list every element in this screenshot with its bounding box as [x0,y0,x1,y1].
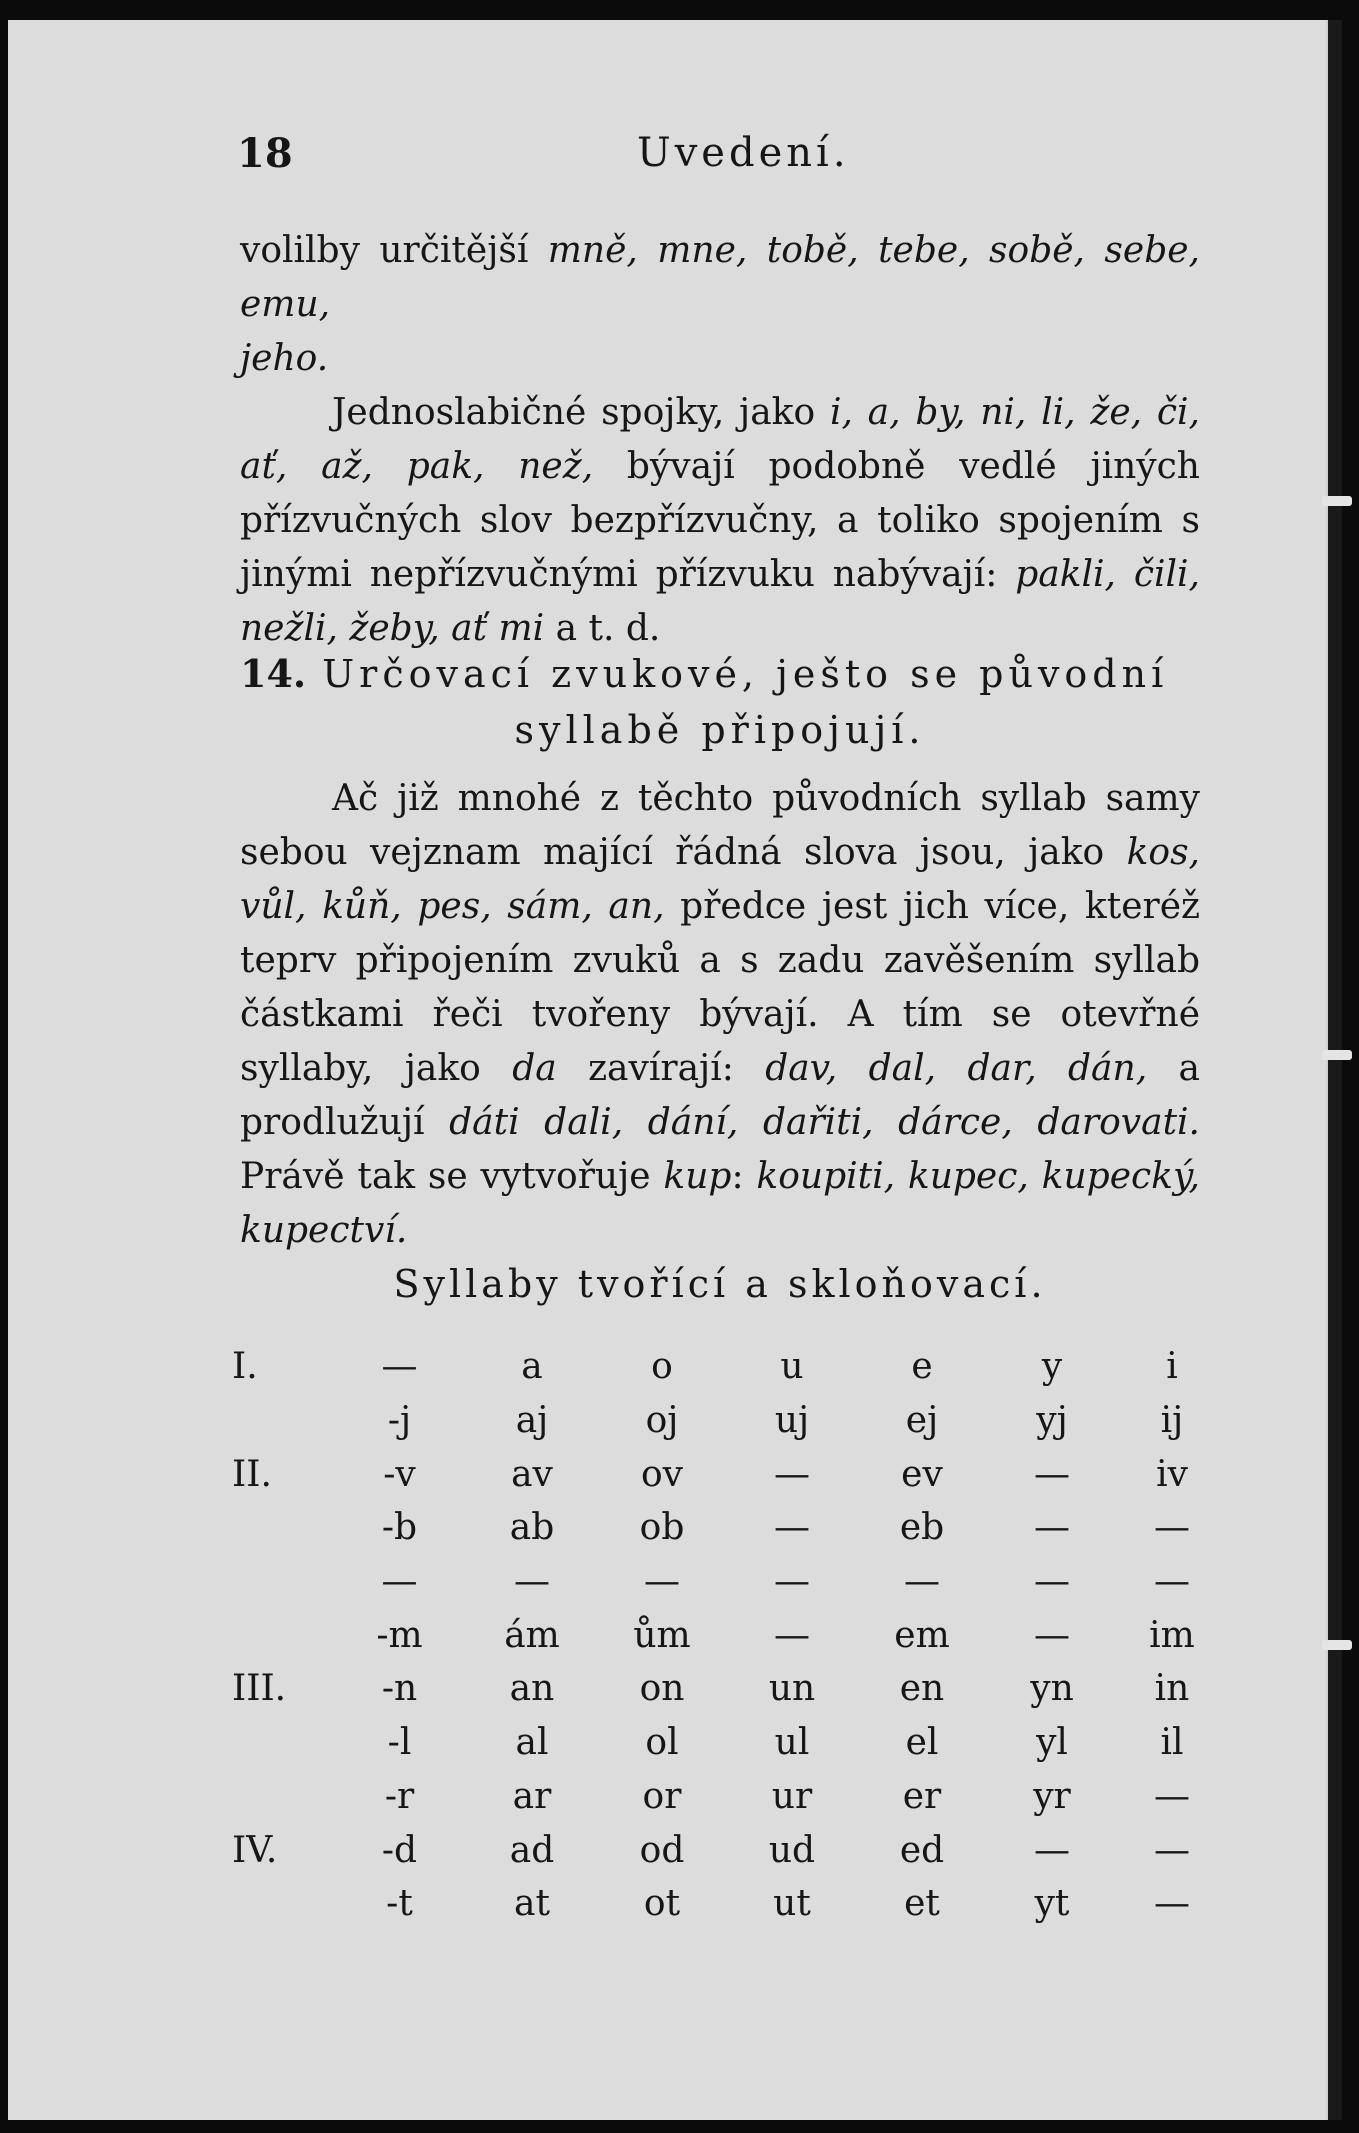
table-cell: -d [381,1829,418,1871]
table-cell: — [381,1561,418,1603]
p3-prolonged-forms: dáti dali, dání, dařiti, dárce, darovati. [449,1102,1201,1143]
table-cell: en [899,1668,945,1710]
table-cell: o [651,1346,673,1388]
table-cell: — [1034,1614,1070,1656]
table-group-label [232,1555,332,1609]
table-cell: — [1154,1507,1190,1549]
table-cell: -r [384,1775,415,1817]
table-row [232,1770,1227,1824]
table-cell: or [642,1775,682,1817]
p1-pronoun-end: jeho. [240,338,329,379]
table-cell: — [1154,1829,1190,1871]
p2-text: Jednoslabičné spojky, jako [332,392,830,433]
table-title: Syllaby tvořící a skloňovací. [393,1262,1047,1306]
table-cell: yj [1036,1400,1068,1442]
table-cell: y [1041,1346,1063,1388]
table-cell: i [1166,1346,1178,1388]
table-cell: ul [774,1722,810,1764]
table-group-label [232,1877,332,1931]
running-title: Uvedení. [637,130,850,176]
table-cell: — [1154,1775,1190,1817]
table-row [232,1555,1227,1609]
table-cell: ej [905,1400,939,1442]
p3-text: Právě tak se vytvořuje [240,1156,664,1197]
p2-text: bývají podobně vedlé jiných přízvučných slov bezpřízvučny, a toliko spojením s jinými nepřízvučnými přízvuku nabývají: [240,446,1200,595]
table-group-label [232,1716,332,1770]
table-row [232,1608,1227,1662]
p3-closed-forms: dav, dal, dar, dán, [765,1048,1148,1089]
page-number: 18 [237,130,293,177]
section-heading [240,646,1200,758]
p1-text: volilby určitější [240,230,548,271]
table-cell: el [905,1722,939,1764]
p3-text: zavírají: [556,1048,766,1089]
table-cell: e [911,1346,933,1388]
table-cell: -v [383,1453,416,1495]
table-group-label [232,1501,332,1555]
table-cell: er [902,1775,942,1817]
p3-text: a prodlužují [240,1048,1200,1143]
paragraph-3 [240,772,1200,1258]
table-cell: on [639,1668,685,1710]
table-cell: -n [381,1668,418,1710]
table-row [232,1394,1227,1448]
table-cell: uj [774,1400,810,1442]
table-cell: yt [1034,1883,1070,1925]
table-group-label: III. [232,1668,287,1710]
table-row [232,1823,1227,1877]
table-cell: — [1034,1453,1070,1495]
p2-examples: pakli, čili, nežli, žeby, ať mi [240,554,1200,649]
table-cell: -l [387,1722,412,1764]
table-cell: yn [1030,1668,1074,1710]
table-cell: — [381,1346,418,1388]
table-cell: — [1034,1561,1070,1603]
table-cell: ij [1160,1400,1184,1442]
table-cell: -b [381,1507,418,1549]
table-cell: an [509,1668,555,1710]
table-cell: ev [901,1453,943,1495]
table-cell: im [1149,1614,1195,1656]
table-row [232,1340,1227,1394]
table-group-label: IV. [232,1829,278,1871]
section-title-line2: syllabě připojují. [514,708,926,752]
table-cell: ar [512,1775,552,1817]
table-cell: ab [509,1507,555,1549]
p3-text: Ač již mnohé z těchto původních syllab samy sebou vejznam mající řádná slova jsou, jako [240,778,1200,873]
table-cell: — [1154,1883,1190,1925]
table-cell: ur [771,1775,813,1817]
table-cell: od [639,1829,685,1871]
table-cell: -m [376,1614,423,1656]
table-cell: at [514,1883,550,1925]
table-group-label [232,1394,332,1448]
table-cell: av [511,1453,553,1495]
table-cell: -t [386,1883,413,1925]
p3-syllable: da [512,1048,557,1089]
table-cell: ot [643,1883,681,1925]
table-cell: — [774,1453,810,1495]
table-cell: — [1034,1507,1070,1549]
table-cell: — [514,1561,550,1603]
table-cell: — [774,1561,810,1603]
table-cell: ov [640,1453,683,1495]
table-cell: et [904,1883,940,1925]
table-group-label [232,1770,332,1824]
section-number: 14. [240,651,307,696]
table-cell: — [774,1507,810,1549]
table-cell: oj [645,1400,679,1442]
binding-mark [1322,1640,1352,1650]
section-title-line1: Určovací zvukové, ješto se původní [322,652,1169,696]
p2-conjunctions: i, a, by, ni, li, že, či, ať, až, pak, než, [240,392,1200,487]
table-cell: un [768,1668,816,1710]
table-cell: ed [899,1829,945,1871]
p3-root: kup [663,1156,732,1197]
table-cell: — [904,1561,940,1603]
table-group-label: II. [232,1453,272,1495]
table-cell: ům [633,1614,691,1656]
table-cell: aj [515,1400,549,1442]
table-cell: ud [768,1829,816,1871]
table-cell: u [780,1346,804,1388]
table-row [232,1447,1227,1501]
table-row [232,1877,1227,1931]
table-cell: eb [899,1507,945,1549]
p2-text: a t. d. [544,608,661,649]
table-cell: yl [1036,1722,1068,1764]
table-group-label: I. [232,1346,258,1388]
p3-derived-forms: koupiti, kupec, kupecký, kupectví. [240,1156,1200,1251]
table-cell: — [1154,1561,1190,1603]
table-cell: ut [773,1883,811,1925]
table-cell: em [894,1614,950,1656]
table-cell: in [1154,1668,1190,1710]
syllable-table [232,1340,1227,1931]
page-header [237,130,937,190]
table-group-label [232,1608,332,1662]
table-row [232,1716,1227,1770]
table-cell: ob [639,1507,685,1549]
table-cell: il [1160,1722,1184,1764]
table-cell: -j [387,1400,412,1442]
binding-mark [1322,496,1352,506]
p3-text: předce jest jich více, kteréž teprv připojením zvuků a s zadu zavěšením syllab částkami řeči tvořeny bývají. A tím se otevřné syllaby, jako [240,886,1200,1089]
table-cell: ad [509,1829,555,1871]
table-cell: a [521,1346,543,1388]
paragraph-1 [240,224,1200,656]
page-edge [1326,20,1342,2120]
table-cell: al [515,1722,549,1764]
table-cell: ol [645,1722,679,1764]
paragraph-2 [240,386,1200,656]
table-row [232,1501,1227,1555]
p3-text: : [731,1156,757,1197]
table-cell: iv [1156,1453,1188,1495]
p1-pronouns: mně, mne, tobě, tebe, sobě, sebe, emu, [240,230,1200,325]
table-cell: ám [504,1614,560,1656]
table-cell: — [774,1614,810,1656]
p3-words: kos, vůl, kůň, pes, sám, an, [240,832,1200,927]
table-cell: yr [1033,1775,1071,1817]
binding-mark [1322,1050,1352,1060]
table-row [232,1662,1227,1716]
table-cell: — [644,1561,680,1603]
table-cell: — [1034,1829,1070,1871]
